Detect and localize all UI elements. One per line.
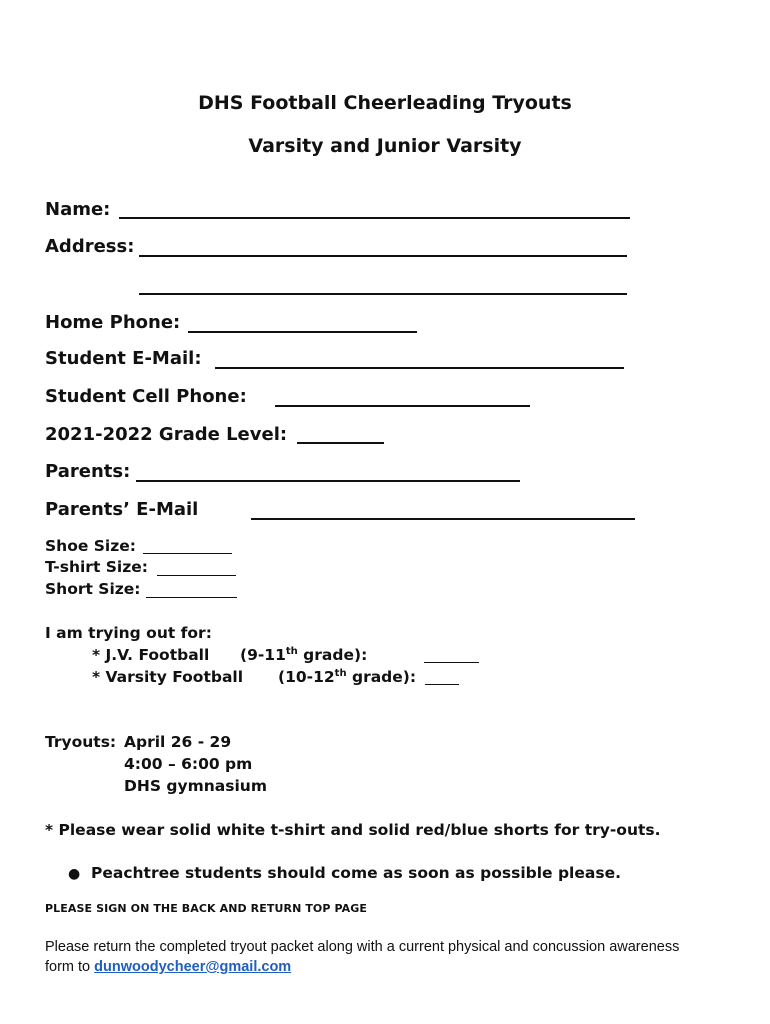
jv-option-field[interactable] [424,662,479,663]
home-phone-label: Home Phone: [45,312,181,333]
student-email-field[interactable] [215,367,624,369]
grade-level-label: 2021-2022 Grade Level: [45,424,288,445]
return-instructions-line2: form to dunwoodycheer@gmail.com [45,959,292,975]
page-title: DHS Football Cheerleading Tryouts [198,92,572,114]
name-label: Name: [45,199,111,220]
parents-field[interactable] [136,480,520,482]
shoe-size-label: Shoe Size: [45,537,136,555]
short-size-label: Short Size: [45,580,141,598]
shoe-size-field[interactable] [143,553,232,554]
tshirt-size-field[interactable] [157,575,236,576]
tryouts-dates: April 26 - 29 [124,733,232,751]
address-label: Address: [45,236,135,257]
address-field-line2[interactable] [139,293,627,295]
parents-label: Parents: [45,461,131,482]
tryouts-location: DHS gymnasium [124,777,267,795]
tryouts-label: Tryouts: [45,733,117,751]
student-cell-field[interactable] [275,405,530,407]
sign-back-note: PLEASE SIGN ON THE BACK AND RETURN TOP PAGE [45,902,367,915]
short-size-field[interactable] [146,597,237,598]
attire-note: * Please wear solid white t-shirt and solid red/blue shorts for try-outs. [45,821,661,839]
bullet-icon: ● [68,866,81,882]
parents-email-label: Parents’ E-Mail [45,499,199,520]
return-instructions-line1: Please return the completed tryout packet along with a current physical and concussion awareness [45,939,680,955]
parents-email-field[interactable] [251,518,635,520]
tryout-heading: I am trying out for: [45,624,212,642]
page-subtitle: Varsity and Junior Varsity [248,135,522,157]
jv-grade-range: (9-11th grade): [240,645,368,664]
student-cell-label: Student Cell Phone: [45,386,247,407]
varsity-option-label: * Varsity Football [92,668,244,686]
student-email-label: Student E-Mail: [45,348,202,369]
peachtree-note: Peachtree students should come as soon as possible please. [91,864,621,882]
grade-level-field[interactable] [297,442,384,444]
address-field-line1[interactable] [139,255,627,257]
jv-option-label: * J.V. Football [92,646,210,664]
home-phone-field[interactable] [188,331,417,333]
name-field[interactable] [119,217,630,219]
varsity-grade-range: (10-12th grade): [278,667,417,686]
tryouts-time: 4:00 – 6:00 pm [124,755,253,773]
contact-email-link[interactable]: dunwoodycheer@gmail.com [94,959,292,975]
varsity-option-field[interactable] [425,684,459,685]
tshirt-size-label: T-shirt Size: [45,558,148,576]
